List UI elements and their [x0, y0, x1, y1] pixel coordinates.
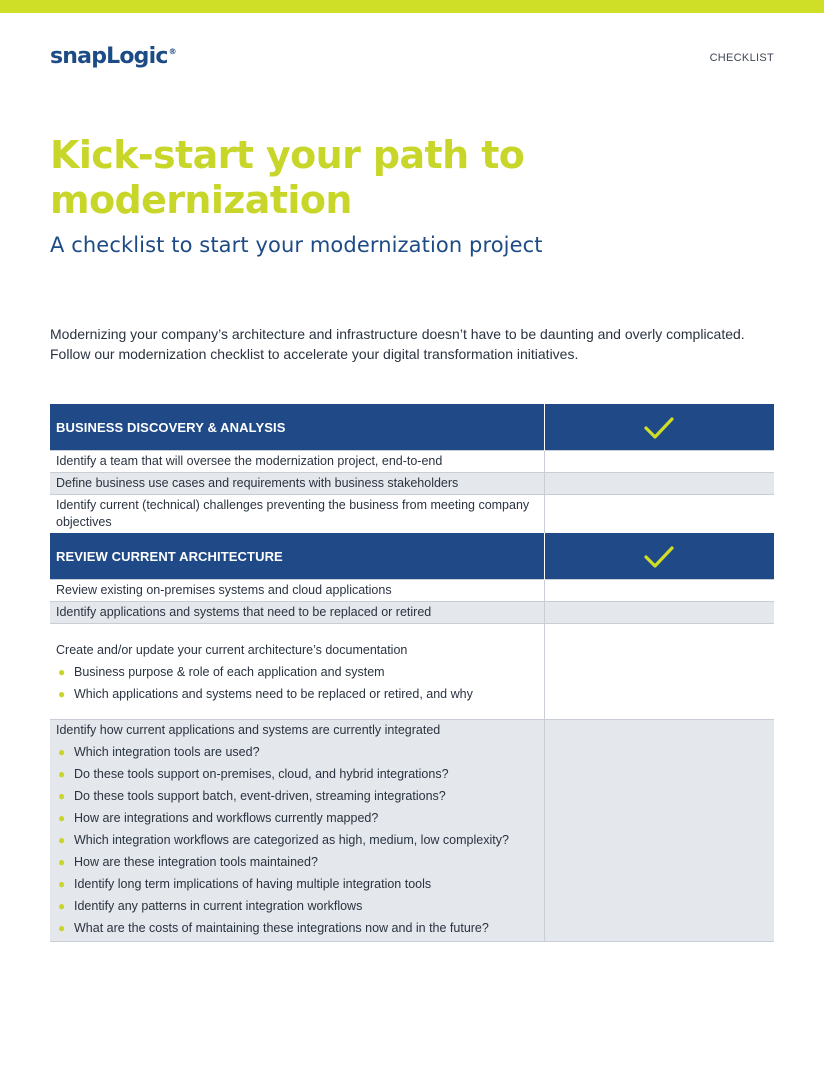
checklist-item-text: Identify how current applications and systems are currently integrated	[56, 723, 441, 737]
logo-registered-mark: ®	[168, 47, 176, 56]
checklist-row	[50, 473, 774, 495]
bullet-dot-icon: ●	[58, 833, 66, 847]
sub-item	[56, 876, 538, 893]
sub-item	[56, 832, 538, 849]
checklist-check-cell[interactable]	[544, 451, 774, 473]
sub-item	[56, 664, 538, 681]
checklist-check-cell[interactable]	[544, 580, 774, 602]
sub-item-text: Which integration workflows are categorized as high, medium, low complexity?	[74, 833, 509, 847]
checklist-item-text: Identify applications and systems that need to be replaced or retired	[50, 602, 544, 624]
sub-item-text: Which integration tools are used?	[74, 745, 260, 759]
section-header-business-discovery	[50, 404, 774, 451]
sub-item	[56, 854, 538, 871]
sub-item-text: How are these integration tools maintained?	[74, 855, 318, 869]
sub-item-list	[56, 664, 538, 703]
sub-item-text: Which applications and systems need to be replaced or retired, and why	[74, 687, 473, 701]
sub-item	[56, 920, 538, 937]
sub-item-list	[56, 744, 538, 937]
bullet-dot-icon: ●	[58, 855, 66, 869]
sub-item	[56, 810, 538, 827]
checklist-row	[50, 451, 774, 473]
bullet-dot-icon: ●	[58, 811, 66, 825]
section-heading: REVIEW CURRENT ARCHITECTURE	[50, 533, 544, 580]
sub-item-text: Do these tools support batch, event-driven, streaming integrations?	[74, 789, 446, 803]
sub-item	[56, 766, 538, 783]
document-type-label: CHECKLIST	[709, 52, 774, 64]
bullet-dot-icon: ●	[58, 921, 66, 935]
checklist-item-group	[50, 624, 544, 720]
bullet-dot-icon: ●	[58, 899, 66, 913]
page-subtitle: A checklist to start your modernization project	[50, 233, 543, 257]
sub-item-text: How are integrations and workflows currently mapped?	[74, 811, 379, 825]
snaplogic-logo	[50, 44, 176, 69]
section-check-cell	[544, 533, 774, 580]
sub-item	[56, 686, 538, 703]
checklist-check-cell[interactable]	[544, 720, 774, 942]
sub-item-text: Identify any patterns in current integration workflows	[74, 899, 363, 913]
sub-item-text: Do these tools support on-premises, cloud, and hybrid integrations?	[74, 767, 449, 781]
bullet-dot-icon: ●	[58, 665, 66, 679]
sub-item	[56, 898, 538, 915]
checklist-row	[50, 720, 774, 942]
logo-text: snapLogic	[50, 44, 168, 69]
checklist-check-cell[interactable]	[544, 602, 774, 624]
checkmark-icon	[644, 545, 674, 569]
checklist-row	[50, 495, 774, 534]
bullet-dot-icon: ●	[58, 687, 66, 701]
top-accent-bar	[0, 0, 824, 13]
checkmark-icon	[644, 416, 674, 440]
section-header-review-architecture	[50, 533, 774, 580]
checklist-check-cell[interactable]	[544, 624, 774, 720]
section-check-cell	[544, 404, 774, 451]
sub-item	[56, 744, 538, 761]
checklist-item-text: Identify current (technical) challenges preventing the business from meeting company objectives	[50, 495, 544, 534]
bullet-dot-icon: ●	[58, 789, 66, 803]
checklist-row	[50, 580, 774, 602]
checklist-item-text: Define business use cases and requirements with business stakeholders	[50, 473, 544, 495]
intro-paragraph: Modernizing your company’s architecture and infrastructure doesn’t have to be daunting and overly complicated. Follow our modernization checklist to accelerate your digital transformation initiatives.	[50, 326, 745, 362]
sub-item-text: What are the costs of maintaining these integrations now and in the future?	[74, 921, 489, 935]
checklist-check-cell[interactable]	[544, 473, 774, 495]
checklist-row	[50, 602, 774, 624]
checklist-row	[50, 624, 774, 720]
checklist-item-text: Identify a team that will oversee the modernization project, end-to-end	[50, 451, 544, 473]
bullet-dot-icon: ●	[58, 745, 66, 759]
section-heading: BUSINESS DISCOVERY & ANALYSIS	[50, 404, 544, 451]
checklist-item-group	[50, 720, 544, 942]
modernization-checklist-table	[50, 404, 774, 942]
page-title: Kick-start your path to modernization	[50, 133, 525, 222]
checklist-item-text: Create and/or update your current architecture’s documentation	[56, 643, 408, 657]
sub-item-text: Identify long term implications of having multiple integration tools	[74, 877, 432, 891]
sub-item	[56, 788, 538, 805]
checklist-item-text: Review existing on-premises systems and cloud applications	[50, 580, 544, 602]
checklist-check-cell[interactable]	[544, 495, 774, 534]
sub-item-text: Business purpose & role of each application and system	[74, 665, 385, 679]
bullet-dot-icon: ●	[58, 877, 66, 891]
bullet-dot-icon: ●	[58, 767, 66, 781]
